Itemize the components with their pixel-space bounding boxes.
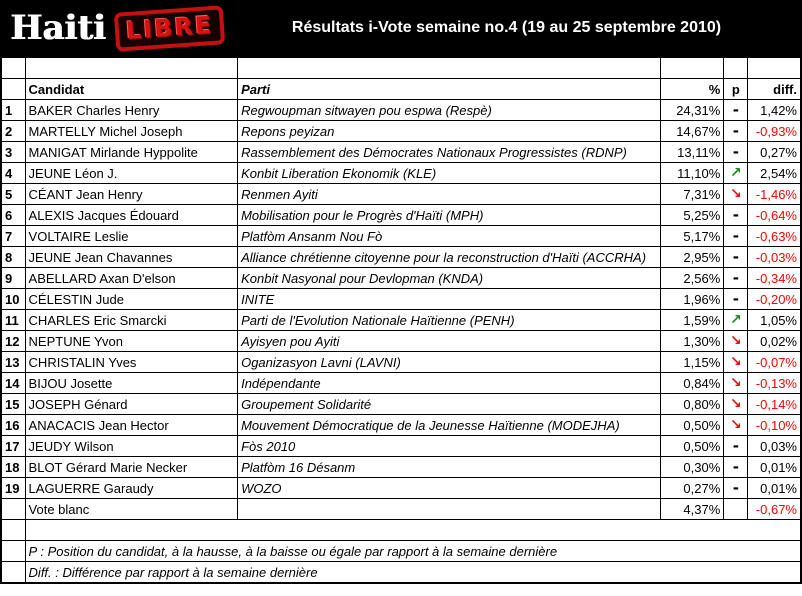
candidate-row	[1, 415, 801, 436]
diff-cell: -0,93%	[748, 121, 801, 142]
candidate-row	[1, 184, 801, 205]
spacer-cell	[25, 520, 801, 541]
column-header-parti: Parti	[238, 79, 661, 100]
candidate-row	[1, 289, 801, 310]
down-arrow-icon: ↘	[729, 396, 742, 412]
percent-cell: 0,50%	[661, 415, 724, 436]
percent-cell: 11,10%	[661, 163, 724, 184]
candidate-row	[1, 268, 801, 289]
equal-dash-icon: -	[732, 101, 739, 119]
equal-dash-icon: -	[732, 269, 739, 287]
diff-cell: 0,02%	[748, 331, 801, 352]
spacer-cell	[724, 57, 748, 79]
spacer-cell	[1, 541, 25, 562]
position-cell	[724, 184, 748, 205]
percent-cell: 1,15%	[661, 352, 724, 373]
position-cell	[724, 394, 748, 415]
spacer-cell	[748, 57, 801, 79]
haitilibre-logo	[0, 8, 225, 48]
candidate-cell: CHARLES Eric Smarcki	[25, 310, 238, 331]
diff-cell: -0,34%	[748, 268, 801, 289]
position-cell	[724, 436, 748, 457]
rank-cell: 15	[1, 394, 25, 415]
rank-cell: 2	[1, 121, 25, 142]
spacer-cell	[661, 57, 724, 79]
diff-cell: -1,46%	[748, 184, 801, 205]
position-cell	[724, 352, 748, 373]
candidate-row	[1, 457, 801, 478]
rank-cell: 14	[1, 373, 25, 394]
position-cell	[724, 247, 748, 268]
column-header-p: p	[724, 79, 748, 100]
percent-cell: 13,11%	[661, 142, 724, 163]
equal-dash-icon: -	[732, 122, 739, 140]
rank-cell: 12	[1, 331, 25, 352]
candidate-cell: VOLTAIRE Leslie	[25, 226, 238, 247]
spacer-cell	[238, 57, 661, 79]
diff-cell: 0,27%	[748, 142, 801, 163]
party-cell: Indépendante	[238, 373, 661, 394]
candidate-cell: MANIGAT Mirlande Hyppolite	[25, 142, 238, 163]
candidate-cell: MARTELLY Michel Joseph	[25, 121, 238, 142]
percent-cell: 2,95%	[661, 247, 724, 268]
equal-dash-icon: -	[732, 479, 739, 497]
position-cell	[724, 289, 748, 310]
party-cell: Mouvement Démocratique de la Jeunesse Haïtienne (MODEJHA)	[238, 415, 661, 436]
diff-cell: -0,07%	[748, 352, 801, 373]
percent-cell: 0,50%	[661, 436, 724, 457]
diff-cell: -0,67%	[748, 499, 801, 520]
rank-cell: 17	[1, 436, 25, 457]
note-row-diff	[1, 562, 801, 584]
candidate-cell: ABELLARD Axan D'elson	[25, 268, 238, 289]
party-cell: Parti de l'Evolution Nationale Haïtienne (PENH)	[238, 310, 661, 331]
party-cell: Fòs 2010	[238, 436, 661, 457]
diff-cell: -0,20%	[748, 289, 801, 310]
candidate-row	[1, 247, 801, 268]
rank-cell: 4	[1, 163, 25, 184]
diff-cell: 0,01%	[748, 478, 801, 499]
party-cell: Platfòm 16 Désanm	[238, 457, 661, 478]
percent-cell: 0,80%	[661, 394, 724, 415]
percent-cell: 5,25%	[661, 205, 724, 226]
candidate-row	[1, 331, 801, 352]
page-title: Résultats i-Vote semaine no.4 (19 au 25 septembre 2010)	[291, 19, 722, 36]
rank-cell: 1	[1, 100, 25, 121]
down-arrow-icon: ↘	[729, 333, 742, 349]
spacer-cell	[1, 57, 25, 79]
party-cell	[238, 499, 661, 520]
candidate-row	[1, 478, 801, 499]
party-cell: WOZO	[238, 478, 661, 499]
p-legend-note: P : Position du candidat, à la hausse, à la baisse ou égale par rapport à la semaine dernière	[25, 541, 801, 562]
percent-cell: 24,31%	[661, 100, 724, 121]
candidate-row	[1, 142, 801, 163]
candidate-row	[1, 121, 801, 142]
candidate-cell: CÉANT Jean Henry	[25, 184, 238, 205]
position-cell	[724, 310, 748, 331]
logo-libre-stamp: LIBRE	[113, 5, 225, 52]
party-cell: Renmen Ayiti	[238, 184, 661, 205]
rank-cell: 16	[1, 415, 25, 436]
position-cell	[724, 205, 748, 226]
percent-cell: 14,67%	[661, 121, 724, 142]
position-cell	[724, 457, 748, 478]
spacer-row-bottom	[1, 520, 801, 541]
candidate-row	[1, 436, 801, 457]
candidate-row	[1, 163, 801, 184]
percent-cell: 0,30%	[661, 457, 724, 478]
party-cell: Platfòm Ansanm Nou Fò	[238, 226, 661, 247]
party-cell: Regwoupman sitwayen pou espwa (Respè)	[238, 100, 661, 121]
vote-blanc-label: Vote blanc	[25, 499, 238, 520]
percent-cell: 0,84%	[661, 373, 724, 394]
rank-cell: 3	[1, 142, 25, 163]
column-header-rank	[1, 79, 25, 100]
candidate-cell: JEUDY Wilson	[25, 436, 238, 457]
party-cell: Rassemblement des Démocrates Nationaux Progressistes (RDNP)	[238, 142, 661, 163]
equal-dash-icon: -	[732, 437, 739, 455]
position-cell	[724, 100, 748, 121]
rank-cell: 10	[1, 289, 25, 310]
diff-legend-note: Diff. : Différence par rapport à la semaine dernière	[25, 562, 801, 584]
party-cell: Mobilisation pour le Progrès d'Haïti (MPH)	[238, 205, 661, 226]
percent-cell: 7,31%	[661, 184, 724, 205]
candidate-cell: JEUNE Léon J.	[25, 163, 238, 184]
equal-dash-icon: -	[732, 248, 739, 266]
vote-blanc-row	[1, 499, 801, 520]
down-arrow-icon: ↘	[729, 417, 742, 433]
results-table	[0, 56, 802, 584]
diff-cell: -0,03%	[748, 247, 801, 268]
percent-cell: 1,96%	[661, 289, 724, 310]
down-arrow-icon: ↘	[729, 354, 742, 370]
down-arrow-icon: ↘	[729, 186, 742, 202]
candidate-row	[1, 310, 801, 331]
rank-cell: 13	[1, 352, 25, 373]
candidate-row	[1, 100, 801, 121]
candidate-cell: CÉLESTIN Jude	[25, 289, 238, 310]
position-cell	[724, 373, 748, 394]
up-arrow-icon: ↗	[729, 312, 742, 328]
candidate-cell: CHRISTALIN Yves	[25, 352, 238, 373]
party-cell: Ayisyen pou Ayiti	[238, 331, 661, 352]
position-cell	[724, 415, 748, 436]
rank-cell	[1, 499, 25, 520]
equal-dash-icon: -	[732, 227, 739, 245]
party-cell: Repons peyizan	[238, 121, 661, 142]
party-cell: Groupement Solidarité	[238, 394, 661, 415]
diff-cell: 2,54%	[748, 163, 801, 184]
diff-cell: -0,13%	[748, 373, 801, 394]
percent-cell: 4,37%	[661, 499, 724, 520]
rank-cell: 9	[1, 268, 25, 289]
rank-cell: 18	[1, 457, 25, 478]
column-header-percent: %	[661, 79, 724, 100]
rank-cell: 19	[1, 478, 25, 499]
candidate-cell: ALEXIS Jacques Édouard	[25, 205, 238, 226]
diff-cell: -0,10%	[748, 415, 801, 436]
candidate-cell: BAKER Charles Henry	[25, 100, 238, 121]
candidate-cell: ANACACIS Jean Hector	[25, 415, 238, 436]
position-cell	[724, 142, 748, 163]
candidate-row	[1, 373, 801, 394]
spacer-row-top	[1, 57, 801, 79]
party-cell: Konbit Nasyonal pour Devlopman (KNDA)	[238, 268, 661, 289]
diff-cell: 0,01%	[748, 457, 801, 478]
down-arrow-icon: ↘	[729, 375, 742, 391]
diff-cell: 0,03%	[748, 436, 801, 457]
rank-cell: 8	[1, 247, 25, 268]
candidate-cell: BLOT Gérard Marie Necker	[25, 457, 238, 478]
candidate-row	[1, 205, 801, 226]
equal-dash-icon: -	[732, 143, 739, 161]
equal-dash-icon: -	[732, 206, 739, 224]
candidate-cell: JOSEPH Génard	[25, 394, 238, 415]
rank-cell: 5	[1, 184, 25, 205]
equal-dash-icon: -	[732, 458, 739, 476]
party-cell: INITE	[238, 289, 661, 310]
candidate-cell: LAGUERRE Garaudy	[25, 478, 238, 499]
column-header-candidat: Candidat	[25, 79, 238, 100]
rank-cell: 7	[1, 226, 25, 247]
diff-cell: 1,05%	[748, 310, 801, 331]
up-arrow-icon: ↗	[729, 165, 742, 181]
percent-cell: 1,30%	[661, 331, 724, 352]
note-row-p	[1, 541, 801, 562]
banner	[0, 0, 802, 56]
percent-cell: 0,27%	[661, 478, 724, 499]
position-cell	[724, 331, 748, 352]
position-cell	[724, 499, 748, 520]
position-cell	[724, 478, 748, 499]
diff-cell: 1,42%	[748, 100, 801, 121]
logo-haiti-text: Haiti	[10, 8, 106, 48]
percent-cell: 5,17%	[661, 226, 724, 247]
rank-cell: 6	[1, 205, 25, 226]
candidate-row	[1, 226, 801, 247]
party-cell: Oganizasyon Lavni (LAVNI)	[238, 352, 661, 373]
diff-cell: -0,64%	[748, 205, 801, 226]
position-cell	[724, 163, 748, 184]
equal-dash-icon: -	[732, 290, 739, 308]
candidate-cell: JEUNE Jean Chavannes	[25, 247, 238, 268]
spacer-cell	[1, 562, 25, 584]
percent-cell: 1,59%	[661, 310, 724, 331]
position-cell	[724, 121, 748, 142]
column-header-diff: diff.	[748, 79, 801, 100]
spacer-cell	[1, 520, 25, 541]
results-body	[1, 57, 801, 583]
position-cell	[724, 226, 748, 247]
party-cell: Alliance chrétienne citoyenne pour la reconstruction d'Haïti (ACCRHA)	[238, 247, 661, 268]
rank-cell: 11	[1, 310, 25, 331]
spacer-cell	[25, 57, 238, 79]
percent-cell: 2,56%	[661, 268, 724, 289]
candidate-row	[1, 352, 801, 373]
candidate-cell: BIJOU Josette	[25, 373, 238, 394]
position-cell	[724, 268, 748, 289]
party-cell: Konbit Liberation Ekonomik (KLE)	[238, 163, 661, 184]
candidate-cell: NEPTUNE Yvon	[25, 331, 238, 352]
diff-cell: -0,63%	[748, 226, 801, 247]
header-row	[1, 79, 801, 100]
diff-cell: -0,14%	[748, 394, 801, 415]
candidate-row	[1, 394, 801, 415]
